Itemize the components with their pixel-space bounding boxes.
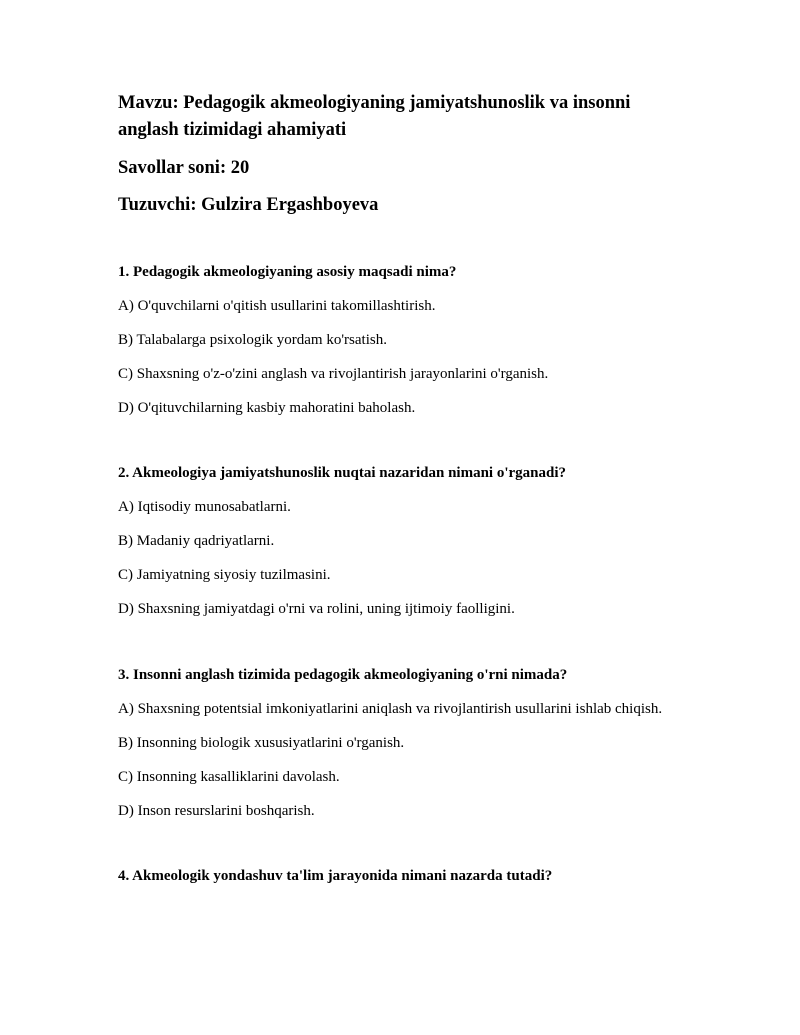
answer-option-b: B) Madaniy qadriyatlarni. <box>118 533 275 549</box>
question-block-4 <box>118 866 678 886</box>
answer-option-c: C) Jamiyatning siyosiy tuzilmasini. <box>118 567 331 583</box>
answer-option-d: D) Inson resurslarini boshqarish. <box>118 803 315 819</box>
answer-option-a: A) Shaxsning potentsial imkoniyatlarini aniqlash va rivojlantirish usullarini ishlab chiqish. <box>118 701 663 717</box>
question-text: 1. Pedagogik akmeologiyaning asosiy maqsadi nima? <box>118 264 457 280</box>
question-text: 3. Insonni anglash tizimida pedagogik akmeologiyaning o'rni nimada? <box>118 667 568 683</box>
answer-option-b: B) Insonning biologik xususiyatlarini o'rganish. <box>118 735 405 751</box>
document-author: Tuzuvchi: Gulzira Ergashboyeva <box>118 195 379 215</box>
answer-option-c: C) Shaxsning o'z-o'zini anglash va rivojlantirish jarayonlarini o'rganish. <box>118 366 549 382</box>
answer-option-d: D) Shaxsning jamiyatdagi o'rni va rolini, uning ijtimoiy faolligini. <box>118 601 515 617</box>
question-block-3 <box>118 665 678 821</box>
answer-option-b: B) Talabalarga psixologik yordam ko'rsatish. <box>118 332 387 348</box>
question-text: 4. Akmeologik yondashuv ta'lim jarayonida nimani nazarda tutadi? <box>118 868 553 884</box>
document-title: Mavzu: Pedagogik akmeologiyaning jamiyatshunoslik va insonni anglash tizimidagi ahamiyati <box>118 93 631 140</box>
answer-option-c: C) Insonning kasalliklarini davolash. <box>118 769 340 785</box>
question-block-2 <box>118 463 678 619</box>
answer-option-d: D) O'qituvchilarning kasbiy mahoratini baholash. <box>118 400 416 416</box>
document-content <box>118 90 678 886</box>
question-count: Savollar soni: 20 <box>118 158 250 178</box>
answer-option-a: A) O'quvchilarni o'qitish usullarini takomillashtirish. <box>118 298 436 314</box>
answer-option-a: A) Iqtisodiy munosabatlarni. <box>118 499 291 515</box>
question-block-1 <box>118 262 678 418</box>
question-text: 2. Akmeologiya jamiyatshunoslik nuqtai nazaridan nimani o'rganadi? <box>118 465 567 481</box>
